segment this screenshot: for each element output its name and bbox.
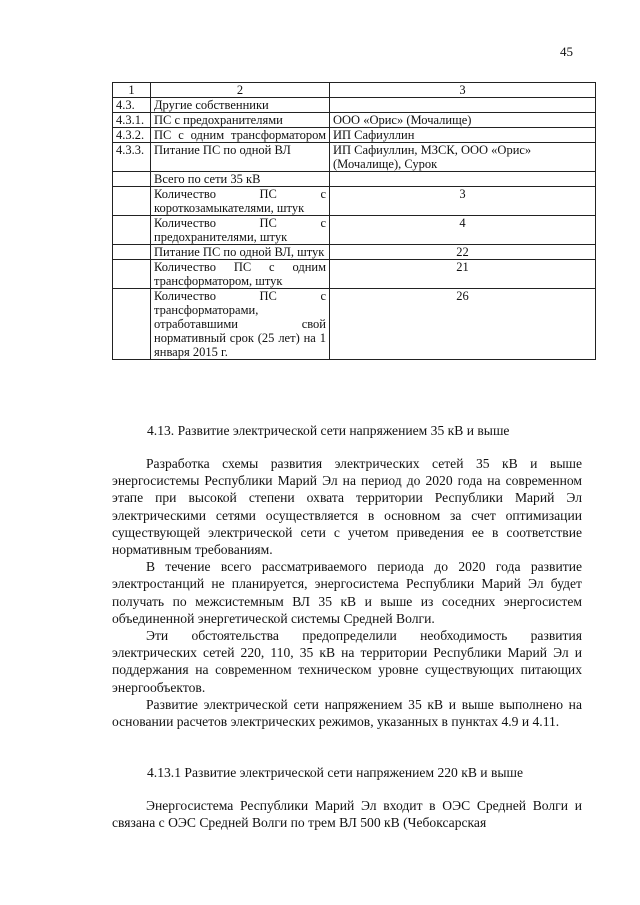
row-value: 26 — [330, 289, 596, 360]
row-number — [113, 216, 151, 245]
table-row — [113, 113, 596, 128]
row-name: Питание ПС по одной ВЛ, штук — [151, 245, 330, 260]
row-number: 4.3.2. — [113, 128, 151, 143]
substations-table — [112, 82, 596, 360]
table-row — [113, 128, 596, 143]
section-body — [112, 455, 582, 730]
paragraph: Эти обстоятельства предопределили необходимость развития электрических сетей 220, 110, 35 кВ на территории Республики Марий Эл и поддержания на современном техническом уровне существующих питающих энергообъектов. — [112, 628, 582, 695]
row-value: 4 — [330, 216, 596, 245]
row-value: 22 — [330, 245, 596, 260]
row-number — [113, 245, 151, 260]
paragraph: В течение всего рассматриваемого периода до 2020 года развитие электростанций не планируется, энергосистема Республики Марий Эл будет получать по межсистемным ВЛ 35 кВ и выше из соседних энергосистем объединенной энергетической системы Средней Волги. — [112, 559, 582, 626]
row-name: Количество ПС с трансформаторами, отработавшими свой нормативный срок (25 лет) на 1 января 2015 г. — [151, 289, 330, 360]
page-number: 45 — [560, 44, 573, 59]
row-name: Другие собственники — [151, 98, 330, 113]
row-name: Количество ПС с одним трансформатором, штук — [151, 260, 330, 289]
table-row — [113, 216, 596, 245]
row-number — [113, 260, 151, 289]
row-name: Количество ПС с короткозамыкателями, штук — [151, 187, 330, 216]
row-name: ПС с одним трансформатором — [151, 128, 330, 143]
row-value — [330, 98, 596, 113]
row-value — [330, 172, 596, 187]
row-name: Питание ПС по одной ВЛ — [151, 143, 330, 172]
row-value: 21 — [330, 260, 596, 289]
subsection-body — [112, 797, 582, 831]
row-value: 3 — [330, 187, 596, 216]
row-number: 4.3.1. — [113, 113, 151, 128]
row-value: ИП Сафиуллин — [330, 128, 596, 143]
paragraph: Разработка схемы развития электрических сетей 35 кВ и выше энергосистемы Республики Марий Эл на период до 2020 года на современном этапе при высокой степени охвата территории Республики Марий Эл электрическими сетями осуществляется в основном за счет оптимизации существующей электрической сети с учетом приведения ее в соответствие нормативным требованиям. — [112, 456, 582, 558]
row-name: ПС с предохранителями — [151, 113, 330, 128]
row-number: 4.3. — [113, 98, 151, 113]
row-number — [113, 187, 151, 216]
table-row — [113, 289, 596, 360]
row-name: Всего по сети 35 кВ — [151, 172, 330, 187]
row-number: 4.3.3. — [113, 143, 151, 172]
table-row — [113, 260, 596, 289]
row-value: ООО «Орис» (Мочалище) — [330, 113, 596, 128]
row-name: Количество ПС с предохранителями, штук — [151, 216, 330, 245]
row-number — [113, 172, 151, 187]
row-number — [113, 289, 151, 360]
subsection-heading: 4.13.1 Развитие электрической сети напряжением 220 кВ и выше — [147, 765, 524, 780]
table-row — [113, 98, 596, 113]
table-row — [113, 187, 596, 216]
table-row — [113, 143, 596, 172]
section-heading: 4.13. Развитие электрической сети напряжением 35 кВ и выше — [147, 423, 510, 438]
paragraph: Развитие электрической сети напряжением 35 кВ и выше выполнено на основании расчетов электрических режимов, указанных в пунктах 4.9 и 4.11. — [112, 696, 582, 730]
paragraph: Энергосистема Республики Марий Эл входит в ОЭС Средней Волги и связана с ОЭС Средней Волги по трем ВЛ 500 кВ (Чебоксарская — [112, 798, 582, 831]
header-cell: 2 — [151, 83, 330, 98]
table-row — [113, 172, 596, 187]
table-header-row — [113, 83, 596, 98]
row-value: ИП Сафиуллин, МЗСК, ООО «Орис» (Мочалище), Сурок — [330, 143, 596, 172]
header-cell: 1 — [113, 83, 151, 98]
header-cell: 3 — [330, 83, 596, 98]
table-row — [113, 245, 596, 260]
